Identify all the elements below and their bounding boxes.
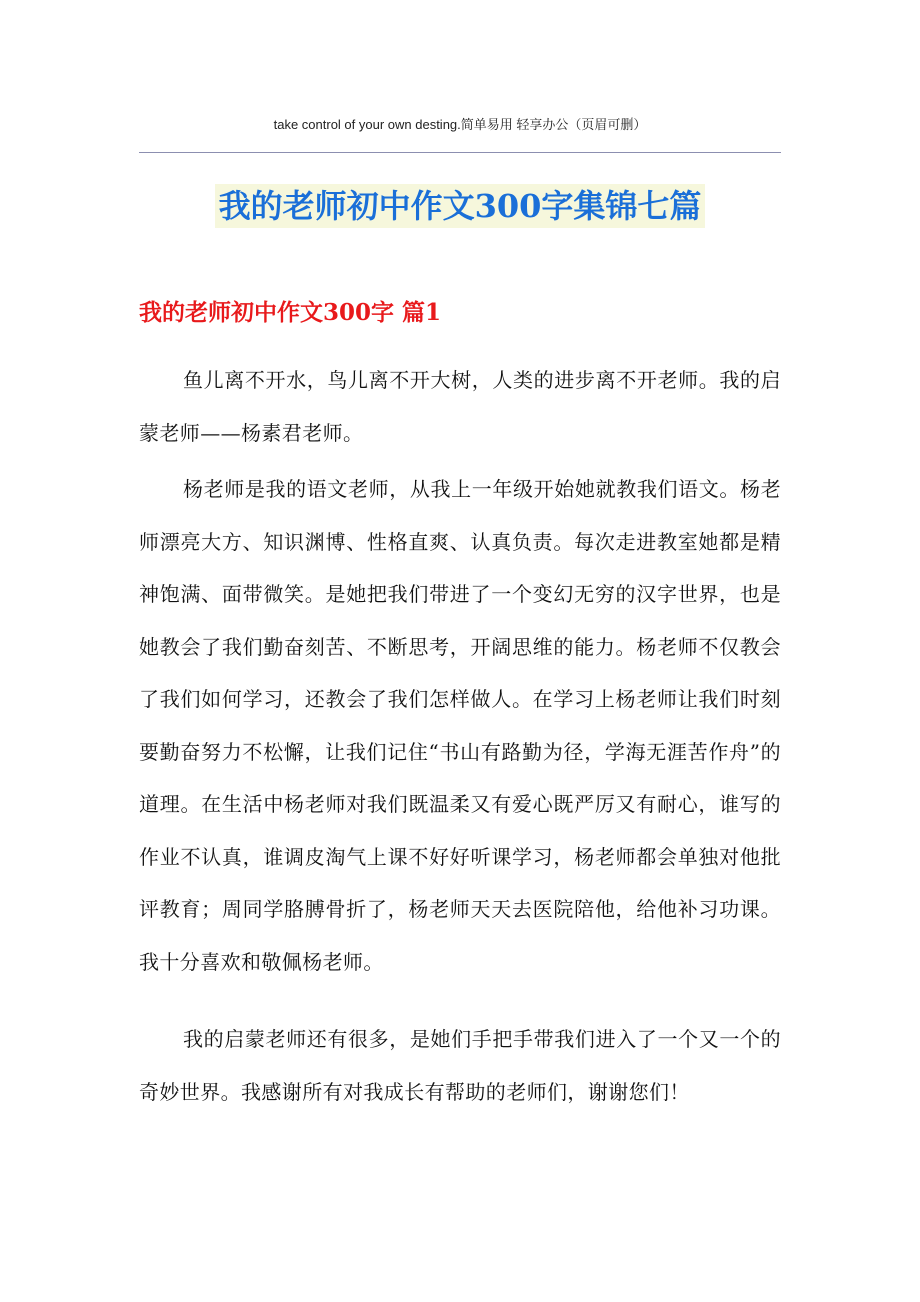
paragraph-2: 杨老师是我的语文老师，从我上一年级开始她就教我们语文。杨老师漂亮大方、知识渊博、性格直爽、认真负责。每次走进教室她都是精神饱满、面带微笑。是她把我们带进了一个变幻无穷的汉字世界，也是她教会了我们勤奋刻苦、不断思考，开阔思维的能力。杨老师不仅教会了我们如何学习，还教会了我们怎样做人。在学习上杨老师让我们时刻要勤奋努力不松懈，让我们记住“书山有路勤为径，学海无涯苦作舟”的道理。在生活中杨老师对我们既温柔又有爱心既严厉又有耐心，谁写的作业不认真，谁调皮淘气上课不好好听课学习，杨老师都会单独对他批评教育；周同学胳膊骨折了，杨老师天天去医院陪他，给他补习功课。我十分喜欢和敬佩杨老师。 xyxy=(139,477,781,974)
section-heading: 我的老师初中作文300字 篇1 xyxy=(139,299,442,326)
page-header-text: take control of your own desting.简单易用 轻享办公（页眉可删） xyxy=(273,117,647,132)
paragraph-1: 鱼儿离不开水，鸟儿离不开大树，人类的进步离不开老师。我的启蒙老师——杨素君老师。 xyxy=(139,368,781,445)
document-title xyxy=(0,184,920,228)
header-divider xyxy=(139,152,781,153)
document-title-text: 我的老师初中作文300字集锦七篇 xyxy=(215,184,706,228)
paragraph-3: 我的启蒙老师还有很多，是她们手把手带我们进入了一个又一个的奇妙世界。我感谢所有对我成长有帮助的老师们，谢谢您们！ xyxy=(139,1027,781,1104)
